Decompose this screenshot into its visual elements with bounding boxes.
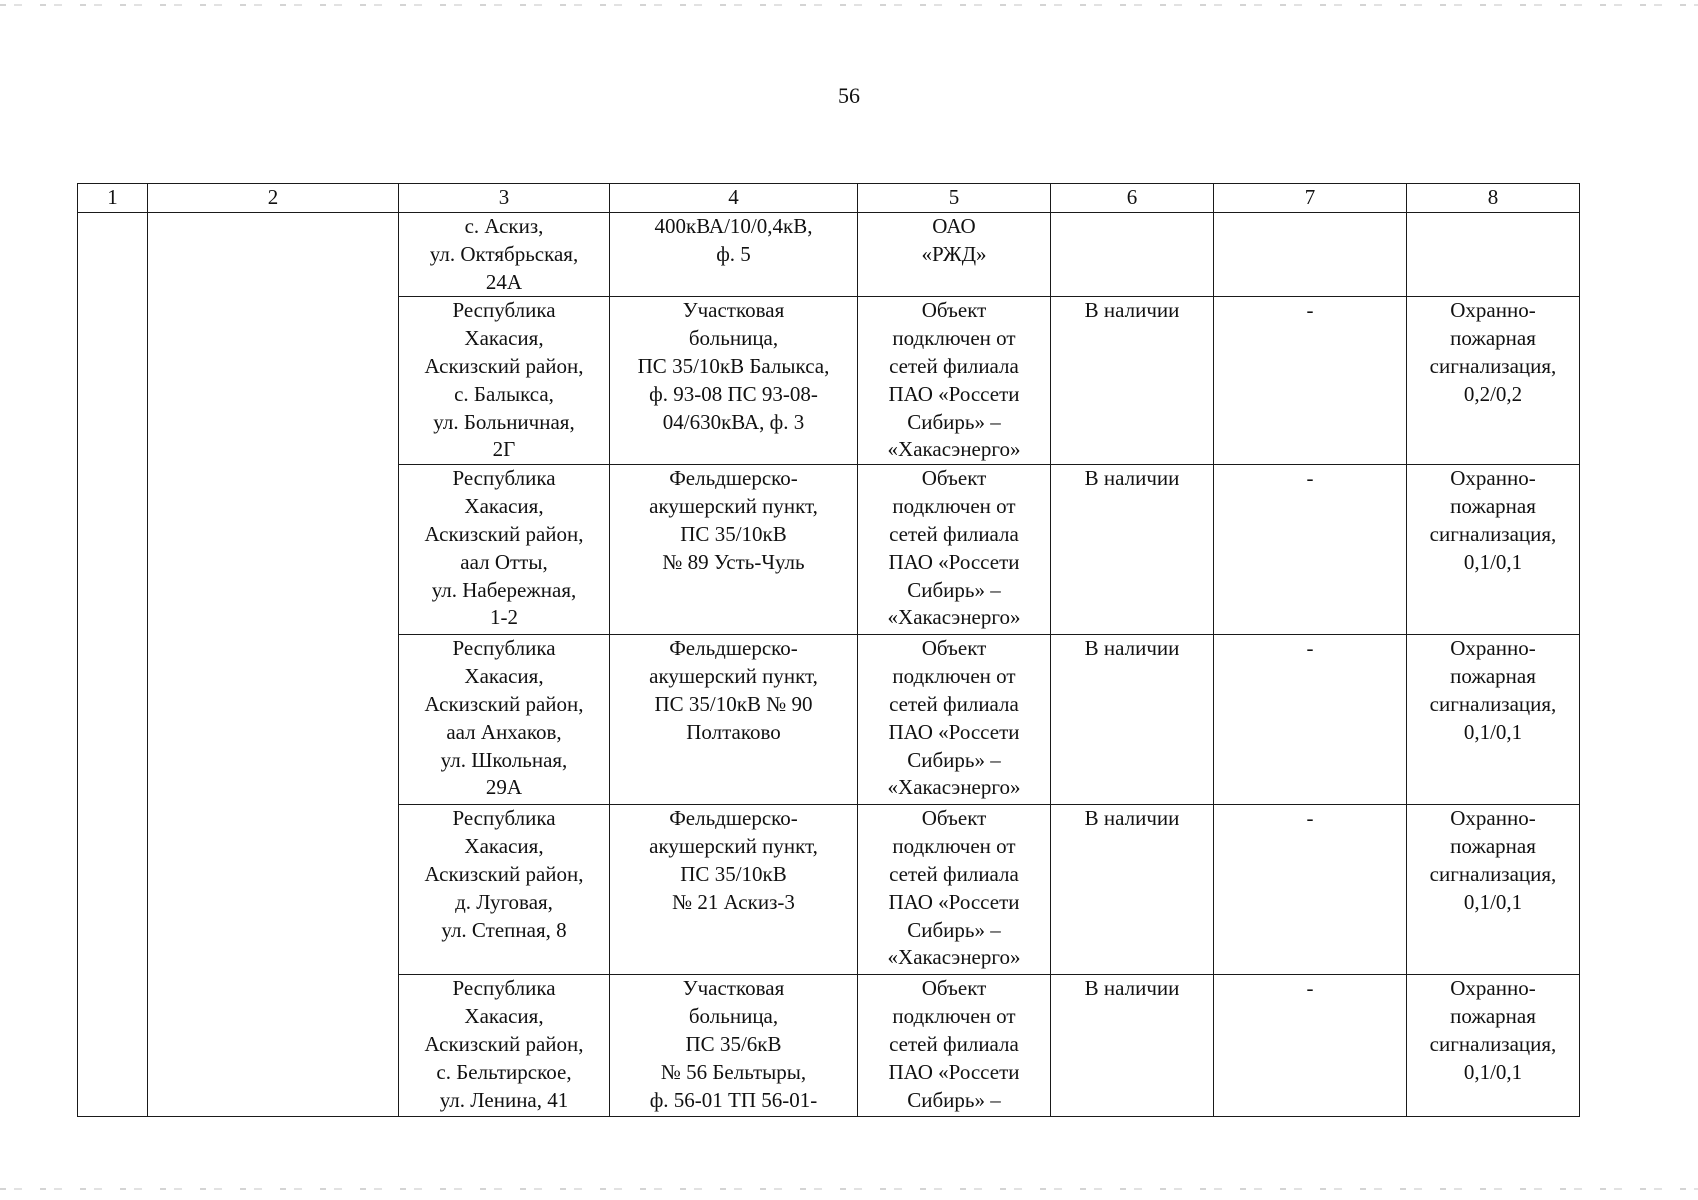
cell-col-7: - bbox=[1214, 975, 1407, 1117]
cell-alarm bbox=[1407, 213, 1580, 297]
column-header-7: 7 bbox=[1214, 184, 1407, 213]
cell-availability: В наличии bbox=[1051, 635, 1214, 805]
scan-edge-top bbox=[0, 4, 1698, 6]
cell-object: Фельдшерско- акушерский пункт, ПС 35/10кВ № 21 Аскиз-3 bbox=[610, 805, 858, 975]
column-header-5: 5 bbox=[858, 184, 1051, 213]
cell-alarm: Охранно- пожарная сигнализация, 0,1/0,1 bbox=[1407, 805, 1580, 975]
cell-availability: В наличии bbox=[1051, 465, 1214, 635]
column-header-1: 1 bbox=[78, 184, 148, 213]
cell-col-7: - bbox=[1214, 465, 1407, 635]
cell-connection: Объект подключен от сетей филиала ПАО «Россети Сибирь» – «Хакасэнерго» bbox=[858, 465, 1051, 635]
cell-object: Фельдшерско- акушерский пункт, ПС 35/10кВ № 90 Полтаково bbox=[610, 635, 858, 805]
table-body bbox=[78, 213, 1580, 1117]
table-header bbox=[78, 184, 1580, 213]
header-row bbox=[78, 184, 1580, 213]
table-row bbox=[78, 213, 1580, 297]
cell-alarm: Охранно- пожарная сигнализация, 0,1/0,1 bbox=[1407, 975, 1580, 1117]
column-header-8: 8 bbox=[1407, 184, 1580, 213]
cell-availability: В наличии bbox=[1051, 805, 1214, 975]
cell-col-7 bbox=[1214, 213, 1407, 297]
cell-address: Республика Хакасия, Аскизский район, д. Луговая, ул. Степная, 8 bbox=[399, 805, 610, 975]
cell-availability: В наличии bbox=[1051, 975, 1214, 1117]
cell-col-7: - bbox=[1214, 635, 1407, 805]
cell-connection: ОАО «РЖД» bbox=[858, 213, 1051, 297]
cell-object: Фельдшерско- акушерский пункт, ПС 35/10кВ № 89 Усть-Чуль bbox=[610, 465, 858, 635]
cell-address: Республика Хакасия, Аскизский район, аал Анхаков, ул. Школьная, 29А bbox=[399, 635, 610, 805]
column-header-4: 4 bbox=[610, 184, 858, 213]
page-number: 56 bbox=[838, 83, 860, 108]
cell-connection: Объект подключен от сетей филиала ПАО «Россети Сибирь» – «Хакасэнерго» bbox=[858, 805, 1051, 975]
cell-col-7: - bbox=[1214, 805, 1407, 975]
cell-address: Республика Хакасия, Аскизский район, с. Балыкса, ул. Больничная, 2Г bbox=[399, 297, 610, 465]
data-table bbox=[77, 183, 1580, 1117]
cell-connection: Объект подключен от сетей филиала ПАО «Россети Сибирь» – «Хакасэнерго» bbox=[858, 297, 1051, 465]
cell-availability bbox=[1051, 213, 1214, 297]
cell-connection: Объект подключен от сетей филиала ПАО «Россети Сибирь» – bbox=[858, 975, 1051, 1117]
cell-object: Участковая больница, ПС 35/10кВ Балыкса, ф. 93-08 ПС 93-08- 04/630кВА, ф. 3 bbox=[610, 297, 858, 465]
cell-address: с. Аскиз, ул. Октябрьская, 24А bbox=[399, 213, 610, 297]
cell-availability: В наличии bbox=[1051, 297, 1214, 465]
cell-object: Участковая больница, ПС 35/6кВ № 56 Бельтыры, ф. 56-01 ТП 56-01- bbox=[610, 975, 858, 1117]
scan-edge-bottom bbox=[0, 1188, 1698, 1190]
cell-address: Республика Хакасия, Аскизский район, аал Отты, ул. Набережная, 1-2 bbox=[399, 465, 610, 635]
column-header-3: 3 bbox=[399, 184, 610, 213]
cell-address: Республика Хакасия, Аскизский район, с. Бельтирское, ул. Ленина, 41 bbox=[399, 975, 610, 1117]
cell-alarm: Охранно- пожарная сигнализация, 0,2/0,2 bbox=[1407, 297, 1580, 465]
cell-col-2-merged bbox=[148, 213, 399, 1117]
cell-object: 400кВА/10/0,4кВ, ф. 5 bbox=[610, 213, 858, 297]
cell-alarm: Охранно- пожарная сигнализация, 0,1/0,1 bbox=[1407, 465, 1580, 635]
cell-connection: Объект подключен от сетей филиала ПАО «Россети Сибирь» – «Хакасэнерго» bbox=[858, 635, 1051, 805]
column-header-6: 6 bbox=[1051, 184, 1214, 213]
cell-col-1-merged bbox=[78, 213, 148, 1117]
column-header-2: 2 bbox=[148, 184, 399, 213]
cell-alarm: Охранно- пожарная сигнализация, 0,1/0,1 bbox=[1407, 635, 1580, 805]
cell-col-7: - bbox=[1214, 297, 1407, 465]
